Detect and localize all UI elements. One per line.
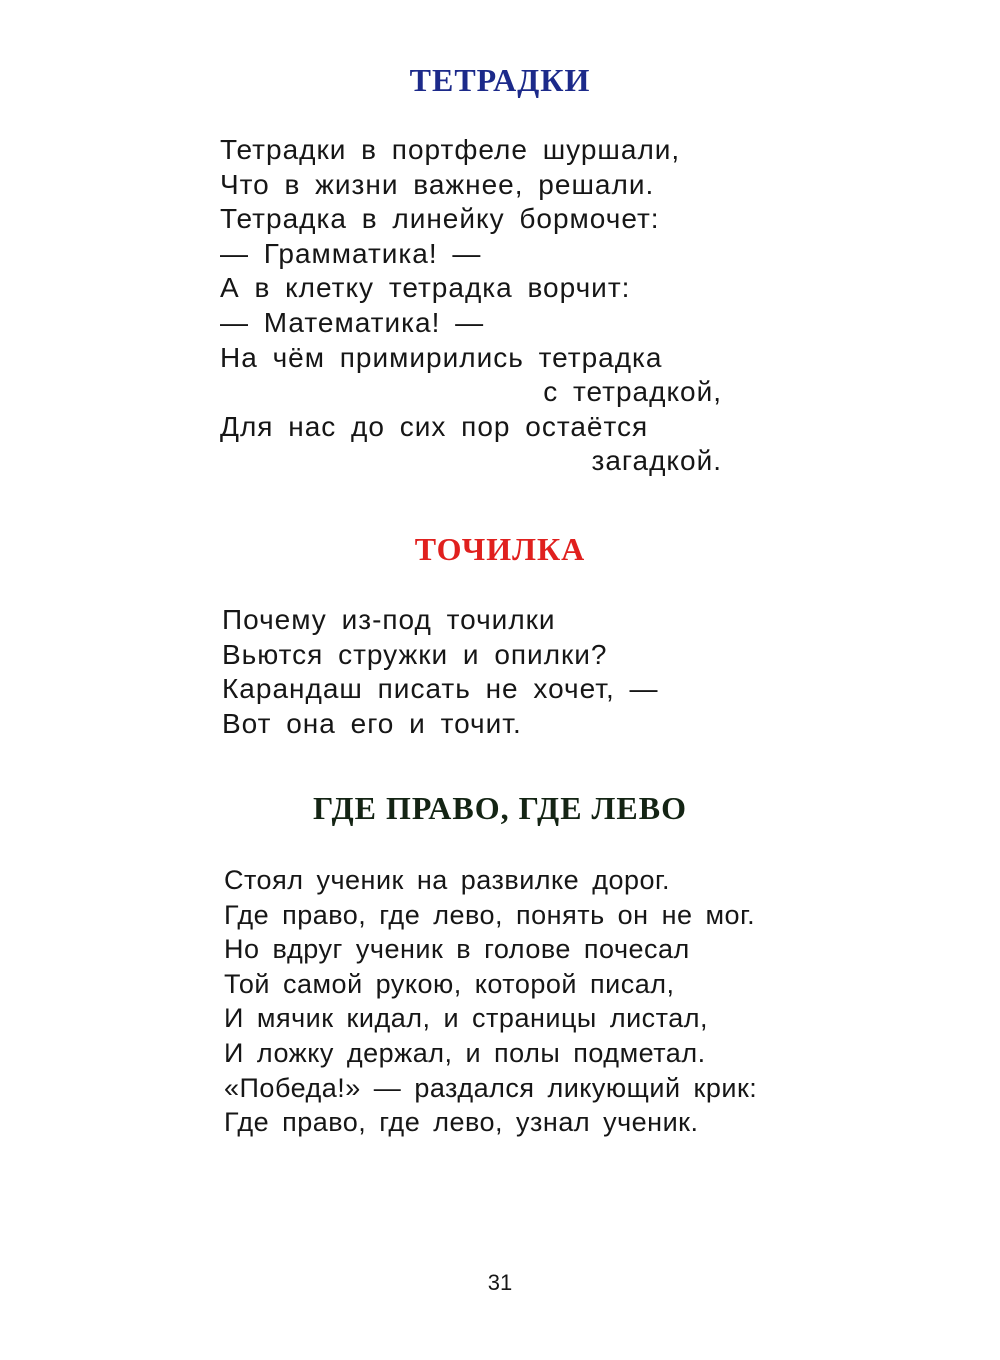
verse-line: На чём примирились тетрадка [220,341,663,373]
verse-line: Стоял ученик на развилке дорог. [224,865,671,895]
verse-line: Тетрадка в линейку бормочет: [220,203,660,235]
poem-title-gde-pravo-gde-levo: ГДЕ ПРАВО, ГДЕ ЛЕВО [313,790,687,826]
verse-line: — Грамматика! — [220,237,482,269]
page-number: 31 [487,1270,513,1295]
poem-verse-tochilka [222,603,742,741]
verse-line: Почему из-под точилки [222,604,556,635]
verse-line: Тетрадки в портфеле шуршали, [220,134,681,165]
poem-title-tetradki: ТЕТРАДКИ [409,62,591,98]
verse-line-continuation: загадкой. [591,445,722,477]
verse-line: Где право, где лево, понять он не мог. [224,899,756,930]
verse-line: Но вдруг ученик в голове почесал [224,934,690,965]
verse-line: — Математика! — [220,306,485,338]
poem-verse-tetradki [220,133,722,479]
verse-line: А в клетку тетрадка ворчит: [220,272,631,304]
verse-line: «Победа!» — раздался ликующий крик: [224,1072,758,1103]
verse-line: Вот она его и точит. [222,707,522,739]
verse-line: И мячик кидал, и страницы листал, [224,1003,708,1034]
verse-line-continuation: с тетрадкой, [543,376,722,408]
poem-title-tochilka: ТОЧИЛКА [414,531,586,567]
verse-line: И ложку держал, и полы подметал. [224,1037,706,1068]
verse-line: Вьются стружки и опилки? [222,638,608,670]
verse-line: Той самой рукою, которой писал, [224,968,675,999]
verse-line: Где право, где лево, узнал ученик. [224,1107,699,1138]
verse-line: Карандаш писать не хочет, — [222,673,659,705]
poem-verse-gde-pravo-gde-levo [224,863,924,1140]
verse-line: Для нас до сих пор остаётся [220,410,649,442]
verse-line: Что в жизни важнее, решали. [220,168,655,200]
